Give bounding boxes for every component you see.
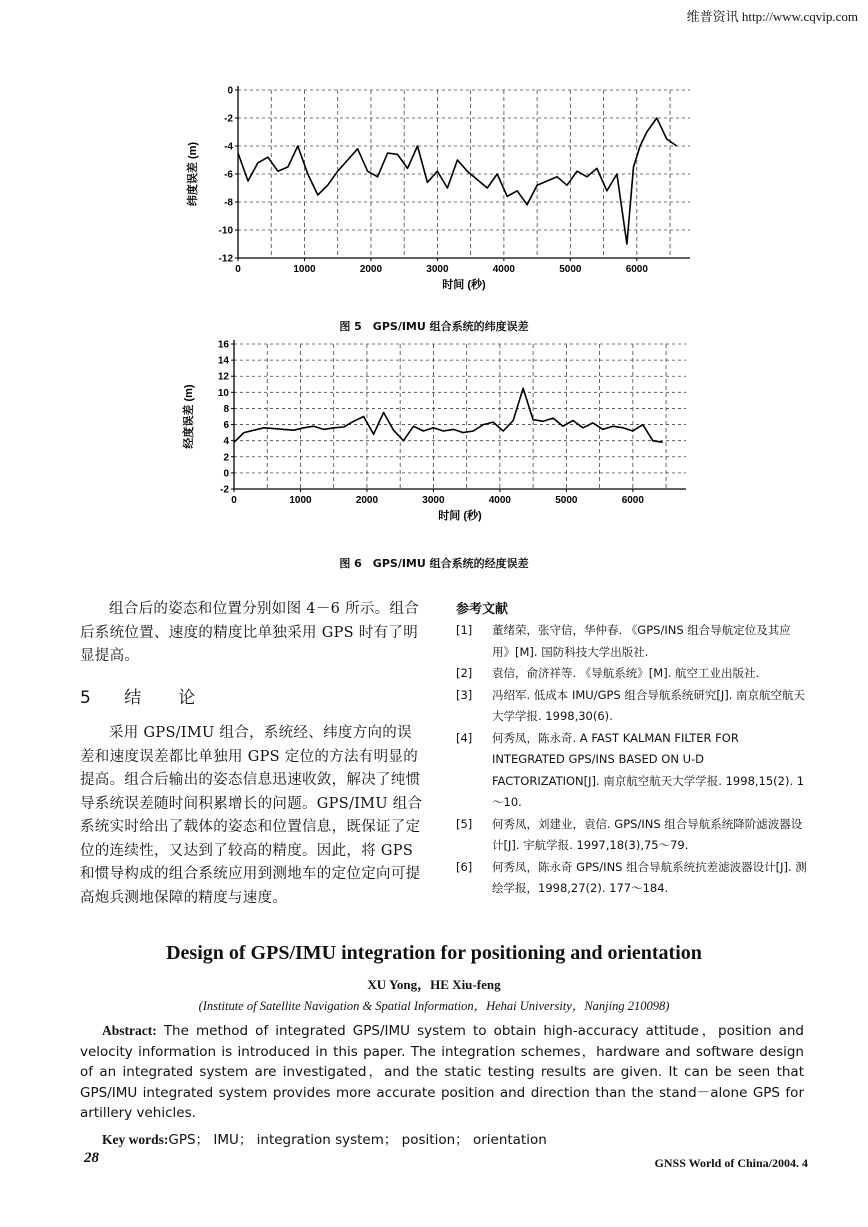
abstract-label: Abstract:	[102, 1023, 157, 1038]
x-tick-label: 5000	[559, 264, 582, 275]
y-tick-label: 2	[223, 452, 229, 464]
journal-footer: GNSS World of China/2004. 4	[654, 1156, 808, 1170]
reference-item	[456, 685, 808, 728]
figure-6-caption: 图 6 GPS/IMU 组合系统的经度误差	[339, 557, 529, 570]
y-tick-label: 12	[217, 371, 229, 383]
x-tick-label: 3000	[422, 495, 445, 506]
watermark: 维普资讯 http://www.cqvip.com	[686, 9, 858, 24]
y-tick-label: -12	[218, 253, 233, 265]
x-axis-label: 时间 (秒)	[442, 279, 486, 291]
keywords-label: Key words:	[102, 1132, 169, 1147]
y-axis-label: 经度误差 (m)	[183, 384, 195, 449]
y-tick-label: 4	[223, 436, 229, 448]
x-tick-label: 1000	[293, 264, 316, 275]
figure-5-caption: 图 5 GPS/IMU 组合系统的纬度误差	[339, 320, 529, 333]
reference-text: 袁信，俞济祥等. 《导航系统》[M]. 航空工业出版社.	[492, 666, 760, 680]
reference-text: 董绪荣，张守信，华仲春. 《GPS/INS 组合导航定位及其应用》[M]. 国防科技大学出版社.	[492, 623, 791, 659]
x-tick-label: 4000	[492, 264, 516, 275]
x-tick-label: 2000	[359, 264, 383, 275]
keywords-text: GPS； IMU； integration system； position； orientation	[168, 1132, 547, 1148]
y-tick-label: -10	[218, 225, 233, 237]
abstract-text: The method of integrated GPS/IMU system to obtain high-accuracy attitude，position and velocity information is introduced in this paper. The integration schemes，hardware and software design of an integrated system are investigated，and the static testing results are given. It can be seen that GPS/IMU integrated system provides more accurate position and direction than the stand－alone GPS for artillery vehicles.	[80, 1023, 804, 1121]
reference-number: [5]	[456, 816, 473, 831]
references	[456, 598, 808, 900]
reference-number: [2]	[456, 666, 473, 680]
y-tick-label: 16	[217, 339, 229, 351]
x-tick-label: 0	[231, 495, 237, 506]
reference-number: [1]	[456, 623, 473, 637]
y-tick-label: 0	[223, 468, 229, 480]
y-tick-label: -4	[224, 141, 233, 153]
reference-text: 何秀凤，陈永奇 GPS/INS 组合导航系统抗差滤波器设计[J]. 测绘学报，1998,27(2). 177～184.	[492, 859, 807, 895]
x-tick-label: 6000	[625, 264, 648, 275]
x-tick-label: 0	[235, 264, 241, 275]
x-tick-label: 6000	[621, 495, 644, 506]
y-tick-label: -8	[224, 197, 233, 209]
reference-item	[456, 728, 808, 814]
section-heading	[80, 687, 425, 711]
y-tick-label: 8	[223, 403, 229, 415]
reference-item	[456, 663, 808, 685]
references-title: 参考文献	[456, 602, 509, 617]
y-tick-label: 6	[223, 420, 229, 432]
y-axis-label: 纬度误差 (m)	[187, 141, 199, 207]
x-tick-label: 5000	[555, 495, 578, 506]
y-tick-label: -6	[224, 169, 233, 181]
data-line	[234, 388, 663, 442]
intro-paragraph: 组合后的姿态和位置分别如图 4－6 所示。组合后系统位置、速度的精度比单独采用 GPS 时有了明显提高。	[80, 601, 420, 664]
data-line	[238, 118, 677, 244]
x-axis-label: 时间 (秒)	[438, 510, 482, 522]
english-title: Design of GPS/IMU integration for positioning and orientation	[166, 942, 702, 964]
section-title: 结 论	[124, 687, 206, 708]
page-number: 28	[84, 1150, 99, 1166]
reference-text: 冯绍军. 低成本 IMU/GPS 组合导航系统研究[J]. 南京航空航天大学学报. 1998,30(6).	[492, 687, 806, 723]
reference-text: 何秀凤，刘建业，袁信. GPS/INS 组合导航系统降阶滤波器设计[J]. 宇航学报. 1997,18(3),75～79.	[492, 816, 803, 852]
reference-number: [6]	[456, 859, 473, 874]
reference-number: [4]	[456, 730, 473, 745]
x-tick-label: 2000	[355, 495, 379, 506]
figure-5-chart	[180, 78, 700, 298]
x-tick-label: 4000	[488, 495, 512, 506]
english-authors: XU Yong，HE Xiu-feng	[367, 977, 501, 992]
y-tick-label: 14	[217, 355, 229, 367]
reference-number: [3]	[456, 687, 473, 702]
abstract	[80, 1021, 804, 1124]
y-tick-label: -2	[220, 484, 229, 496]
conclusion-paragraph: 采用 GPS/IMU 组合，系统经、纬度方向的误差和速度误差都比单独用 GPS 定位的方法有明显的提高。组合后输出的姿态信息迅速收敛，解决了纯惯导系统误差随时间积累增长的问题。GPS/IMU 组合系统实时给出了载体的姿态和位置信息，既保证了定位的连续性，又达到了较高的精度。因此，将 GPS 和惯导构成的组合系统应用到测地车的定位定向可提高炮兵测地保障的精度与速度。	[80, 725, 423, 906]
figure-6-chart	[180, 336, 700, 536]
left-column	[80, 598, 425, 910]
reference-text: 何秀凤，陈永奇. A FAST KALMAN FILTER FOR INTEGRATED GPS/INS BASED ON U-D FACTORIZATION[J]. 南京航空航天大学学报. 1998,15(2). 1～10.	[492, 730, 805, 809]
x-tick-label: 1000	[289, 495, 312, 506]
x-tick-label: 3000	[426, 264, 449, 275]
reference-item	[456, 620, 808, 663]
section-number: 5	[80, 687, 101, 708]
y-tick-label: -2	[224, 113, 233, 125]
y-tick-label: 10	[217, 387, 229, 399]
english-affiliation: (Institute of Satellite Navigation & Spatial Information，Hehai University，Nanjing 210098)	[198, 999, 670, 1013]
keywords	[102, 1128, 547, 1148]
y-tick-label: 0	[227, 85, 233, 97]
reference-item	[456, 814, 808, 857]
reference-item	[456, 857, 808, 900]
